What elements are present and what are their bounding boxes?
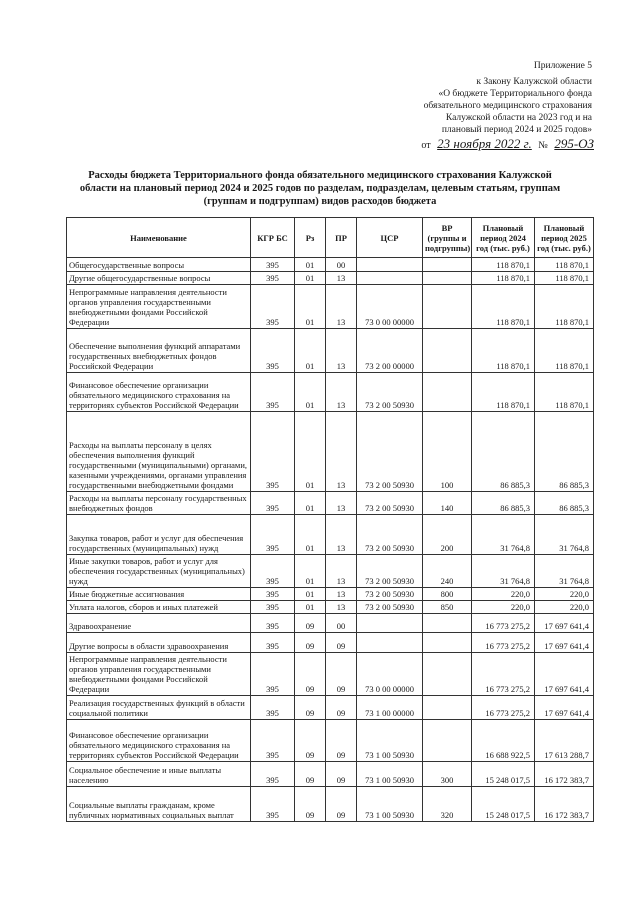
table-cell: 395 (251, 373, 295, 412)
table-cell: 73 1 00 50930 (357, 762, 423, 787)
table-cell: 73 1 00 50930 (357, 720, 423, 762)
table-cell: 220,0 (535, 588, 594, 601)
table-cell: 17 697 641,4 (535, 653, 594, 696)
table-cell: 118 870,1 (535, 285, 594, 329)
table-cell (423, 696, 472, 720)
table-cell: 395 (251, 614, 295, 633)
table-cell: 15 248 017,5 (472, 787, 535, 822)
table-cell: Иные закупки товаров, работ и услуг для обеспечения государственных (муниципальных) нужд (67, 555, 251, 588)
table-cell: 300 (423, 762, 472, 787)
table-cell: 118 870,1 (472, 285, 535, 329)
column-header: Наименование (67, 218, 251, 258)
law-line: «О бюджете Территориального фонда (438, 89, 592, 99)
table-cell: 118 870,1 (472, 272, 535, 285)
table-cell: 118 870,1 (535, 258, 594, 272)
from-label: от (421, 140, 431, 151)
law-line: обязательного медицинского страхования (423, 101, 592, 111)
law-date-number (421, 136, 594, 152)
table-cell: 09 (326, 720, 357, 762)
table-cell: 13 (326, 373, 357, 412)
table-cell: 01 (295, 373, 326, 412)
table-cell: Закупка товаров, работ и услуг для обеспечения государственных (муниципальных) нужд (67, 515, 251, 555)
table-cell: Непрограммные направления деятельности органов управления государственными внебюджетными фондами Российской Федерации (67, 285, 251, 329)
table-row (67, 588, 594, 601)
table-cell: 395 (251, 696, 295, 720)
table-cell: 09 (326, 653, 357, 696)
table-cell: 09 (326, 633, 357, 653)
table-cell: Реализация государственных функций в области социальной политики (67, 696, 251, 720)
table-cell: 118 870,1 (472, 258, 535, 272)
table-cell: 31 764,8 (535, 515, 594, 555)
table-cell: 395 (251, 555, 295, 588)
table-cell: Расходы на выплаты персоналу государственных внебюджетных фондов (67, 492, 251, 515)
table-cell: 73 2 00 50930 (357, 555, 423, 588)
table-cell: 17 697 641,4 (535, 696, 594, 720)
table-row (67, 601, 594, 614)
table-cell: 01 (295, 601, 326, 614)
law-reference (352, 76, 592, 136)
table-cell: Другие вопросы в области здравоохранения (67, 633, 251, 653)
table-cell: 240 (423, 555, 472, 588)
table-row (67, 272, 594, 285)
table-cell: 140 (423, 492, 472, 515)
table-cell: 118 870,1 (472, 329, 535, 373)
table-cell: 73 2 00 50930 (357, 373, 423, 412)
table-cell: 73 1 00 00000 (357, 696, 423, 720)
table-cell: 31 764,8 (472, 555, 535, 588)
table-cell (357, 258, 423, 272)
column-header: ЦСР (357, 218, 423, 258)
table-cell: Уплата налогов, сборов и иных платежей (67, 601, 251, 614)
column-header: ПР (326, 218, 357, 258)
table-cell: 09 (295, 762, 326, 787)
table-cell: 86 885,3 (535, 492, 594, 515)
table-cell: 73 2 00 50930 (357, 412, 423, 492)
table-cell: 15 248 017,5 (472, 762, 535, 787)
table-body (67, 258, 594, 822)
table-row (67, 614, 594, 633)
column-header: Плановый период 2025 год (тыс. руб.) (535, 218, 594, 258)
page-title: Расходы бюджета Территориального фонда обязательного медицинского страхования Калужской области на плановый период 2024 и 2025 годов по разделам, подразделам, целевым статьям, группам (группам и подгруппам) видов расходов бюджета (79, 170, 561, 207)
table-cell: 09 (326, 696, 357, 720)
number-label: № (538, 140, 548, 151)
table-row (67, 633, 594, 653)
table-cell: Иные бюджетные ассигнования (67, 588, 251, 601)
table-cell: 220,0 (472, 588, 535, 601)
table-row (67, 258, 594, 272)
table-cell: 395 (251, 762, 295, 787)
table-cell: 73 0 00 00000 (357, 285, 423, 329)
table-cell (357, 272, 423, 285)
table-row (67, 515, 594, 555)
appendix-label: Приложение 5 (533, 61, 592, 71)
table-cell: 118 870,1 (535, 329, 594, 373)
table-cell: 09 (326, 762, 357, 787)
table-row (67, 329, 594, 373)
table-row (67, 787, 594, 822)
table-cell: 73 2 00 50930 (357, 492, 423, 515)
table-cell (423, 653, 472, 696)
law-line: Калужской области на 2023 год и на (445, 113, 592, 123)
table-cell: 09 (295, 614, 326, 633)
law-number: 295-ОЗ (554, 136, 594, 151)
table-cell: 09 (295, 787, 326, 822)
table-cell: 00 (326, 614, 357, 633)
table-cell: 395 (251, 492, 295, 515)
table-cell: 01 (295, 285, 326, 329)
table-cell: 16 172 383,7 (535, 787, 594, 822)
table-cell: 16 773 275,2 (472, 614, 535, 633)
table-cell: 395 (251, 588, 295, 601)
table-cell: 13 (326, 272, 357, 285)
table-cell: 395 (251, 329, 295, 373)
table-cell: 13 (326, 601, 357, 614)
table-cell: 200 (423, 515, 472, 555)
table-cell: 13 (326, 285, 357, 329)
table-cell (423, 614, 472, 633)
table-cell: 395 (251, 285, 295, 329)
table-cell: Финансовое обеспечение организации обязательного медицинского страхования на территориях субъектов Российской Федерации (67, 373, 251, 412)
table-cell: 73 2 00 50930 (357, 588, 423, 601)
column-header: ВР (группы и подгруппы) (423, 218, 472, 258)
table-cell: 850 (423, 601, 472, 614)
table-row (67, 555, 594, 588)
table-row (67, 412, 594, 492)
table-cell: 16 773 275,2 (472, 696, 535, 720)
table-cell: 09 (295, 696, 326, 720)
table-cell: Финансовое обеспечение организации обязательного медицинского страхования на территориях субъектов Российской Федерации (67, 720, 251, 762)
table-cell: 73 1 00 50930 (357, 787, 423, 822)
table-cell: 73 2 00 50930 (357, 515, 423, 555)
table-cell: 13 (326, 515, 357, 555)
law-line: к Закону Калужской области (476, 77, 592, 87)
table-cell: 118 870,1 (535, 373, 594, 412)
table-cell: 395 (251, 601, 295, 614)
table-cell (423, 285, 472, 329)
table-cell: 31 764,8 (472, 515, 535, 555)
column-header: КГР БС (251, 218, 295, 258)
table-cell: 13 (326, 492, 357, 515)
table-cell (423, 258, 472, 272)
table-cell: Социальные выплаты гражданам, кроме публичных нормативных социальных выплат (67, 787, 251, 822)
table-cell: 17 697 641,4 (535, 633, 594, 653)
table-cell: 16 773 275,2 (472, 653, 535, 696)
table-cell: 13 (326, 555, 357, 588)
table-cell: Непрограммные направления деятельности органов управления государственными внебюджетными фондами Российской Федерации (67, 653, 251, 696)
table-cell: 73 0 00 00000 (357, 653, 423, 696)
table-cell: 16 773 275,2 (472, 633, 535, 653)
table-cell (423, 720, 472, 762)
table-row (67, 696, 594, 720)
table-cell (423, 272, 472, 285)
table-cell: 09 (295, 720, 326, 762)
table-cell: 395 (251, 653, 295, 696)
table-cell: 86 885,3 (535, 412, 594, 492)
table-cell: 01 (295, 329, 326, 373)
table-cell: 01 (295, 492, 326, 515)
table-cell: 395 (251, 258, 295, 272)
table-cell: 01 (295, 272, 326, 285)
table-cell: 800 (423, 588, 472, 601)
table-cell: 118 870,1 (535, 272, 594, 285)
table-row (67, 373, 594, 412)
table-cell: 320 (423, 787, 472, 822)
table-cell: Другие общегосударственные вопросы (67, 272, 251, 285)
table-cell: 31 764,8 (535, 555, 594, 588)
table-row (67, 285, 594, 329)
table-cell: 395 (251, 272, 295, 285)
table-cell: 395 (251, 412, 295, 492)
column-header: Плановый период 2024 год (тыс. руб.) (472, 218, 535, 258)
table-cell: 100 (423, 412, 472, 492)
table-row (67, 720, 594, 762)
table-cell: 16 688 922,5 (472, 720, 535, 762)
table-cell: 16 172 383,7 (535, 762, 594, 787)
expenses-table (66, 217, 594, 822)
table-cell (423, 373, 472, 412)
table-row (67, 762, 594, 787)
table-cell: 00 (326, 258, 357, 272)
table-cell: 01 (295, 555, 326, 588)
table-header-row (67, 218, 594, 258)
table-cell: 01 (295, 588, 326, 601)
table-cell: 17 613 288,7 (535, 720, 594, 762)
table-cell: 01 (295, 258, 326, 272)
table-cell: 395 (251, 720, 295, 762)
table-cell: 118 870,1 (472, 373, 535, 412)
table-cell: 01 (295, 412, 326, 492)
table-row (67, 492, 594, 515)
law-date: 23 ноября 2022 г. (437, 136, 532, 151)
law-line: плановый период 2024 и 2025 годов» (441, 125, 592, 135)
table-cell: 395 (251, 633, 295, 653)
table-cell (423, 633, 472, 653)
column-header: Рз (295, 218, 326, 258)
table-cell: 86 885,3 (472, 492, 535, 515)
table-cell: 13 (326, 588, 357, 601)
table-cell: 09 (326, 787, 357, 822)
table-cell: 09 (295, 653, 326, 696)
table-cell: Расходы на выплаты персоналу в целях обеспечения выполнения функций государственными (муниципальными) органами, казенными учреждениями, органами управления государственными внебюджетными фондами (67, 412, 251, 492)
table-cell: 13 (326, 329, 357, 373)
table-cell: Обеспечение выполнения функций аппаратами государственных внебюджетных фондов Российской Федерации (67, 329, 251, 373)
table-cell: 220,0 (472, 601, 535, 614)
table-cell: 220,0 (535, 601, 594, 614)
table-cell: 01 (295, 515, 326, 555)
table-cell: 73 2 00 50930 (357, 601, 423, 614)
table-cell: 13 (326, 412, 357, 492)
table-cell: 86 885,3 (472, 412, 535, 492)
table-cell: 73 2 00 00000 (357, 329, 423, 373)
table-row (67, 653, 594, 696)
table-cell (357, 633, 423, 653)
table-cell: 09 (295, 633, 326, 653)
table-cell: Общегосударственные вопросы (67, 258, 251, 272)
table-cell (357, 614, 423, 633)
table-cell: 395 (251, 515, 295, 555)
table-cell: Здравоохранение (67, 614, 251, 633)
table-cell (423, 329, 472, 373)
table-cell: Социальное обеспечение и иные выплаты населению (67, 762, 251, 787)
table-cell: 17 697 641,4 (535, 614, 594, 633)
table-cell: 395 (251, 787, 295, 822)
